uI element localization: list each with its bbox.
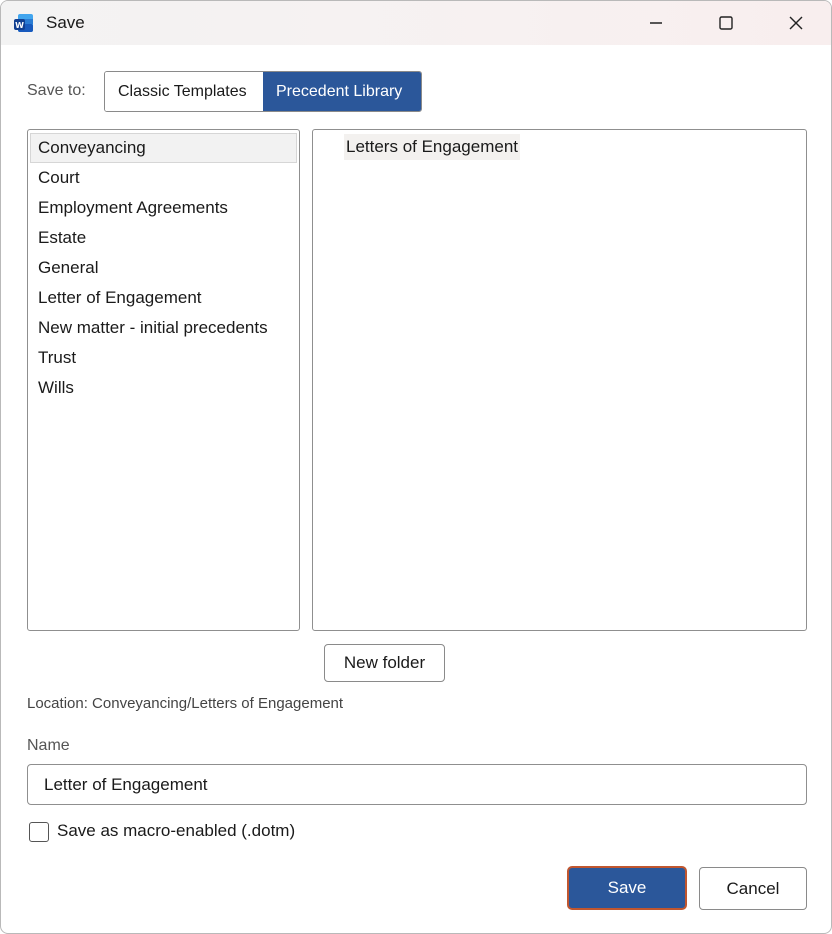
word-icon [13,12,35,34]
maximize-button[interactable] [691,1,761,45]
category-new-matter[interactable]: New matter - initial precedents [38,318,268,337]
subfolder-letters-of-engagement[interactable]: Letters of Engagement [344,134,520,160]
category-letter-of-engagement[interactable]: Letter of Engagement [38,288,202,307]
minimize-button[interactable] [621,1,691,45]
save-to-label: Save to: [27,82,86,99]
category-employment-agreements[interactable]: Employment Agreements [38,198,228,217]
classic-templates-option[interactable]: Classic Templates [105,72,263,111]
category-general[interactable]: General [38,258,99,277]
minimize-icon [648,15,664,31]
close-button[interactable] [761,1,831,45]
macro-enabled-checkbox[interactable] [29,822,49,842]
maximize-icon [718,15,734,31]
category-trust[interactable]: Trust [38,348,77,367]
category-court[interactable]: Court [38,168,80,187]
category-conveyancing[interactable]: Conveyancing [38,138,146,157]
name-input[interactable]: Letter of Engagement [27,764,807,805]
save-button[interactable]: Save [567,866,687,910]
precedent-library-option[interactable]: Precedent Library [263,72,421,111]
cancel-button[interactable]: Cancel [699,867,807,910]
save-to-toggle [104,71,422,112]
category-wills[interactable]: Wills [38,378,74,397]
close-icon [788,15,804,31]
name-label: Name [27,737,70,754]
window-title: Save [46,13,85,32]
subfolder-list[interactable] [312,129,807,631]
category-estate[interactable]: Estate [38,228,87,247]
new-folder-button[interactable]: New folder [324,644,445,682]
category-list[interactable] [27,129,300,631]
title-bar [1,1,831,45]
location-path: Location: Conveyancing/Letters of Engagement [27,695,344,712]
svg-text:W: W [15,21,24,30]
macro-enabled-label[interactable]: Save as macro-enabled (.dotm) [57,821,296,840]
